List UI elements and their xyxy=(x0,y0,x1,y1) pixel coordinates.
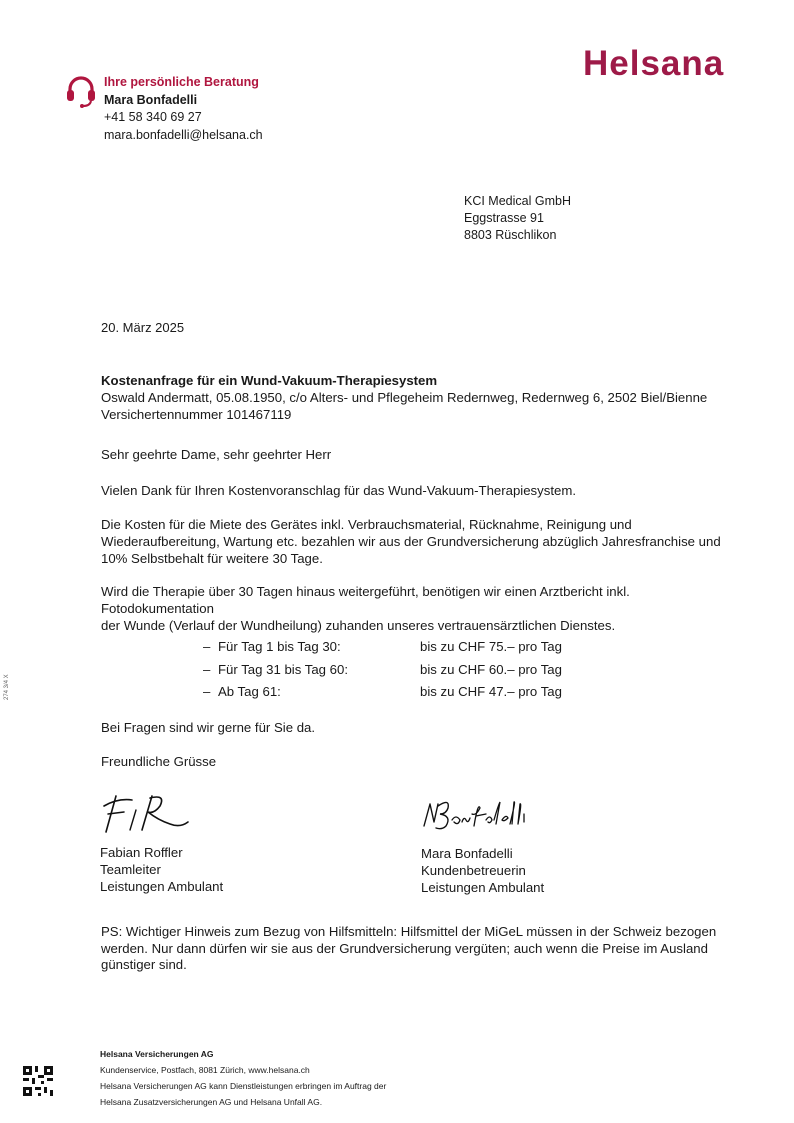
list-item xyxy=(203,639,603,662)
contact-email[interactable]: mara.bonfadelli@helsana.ch xyxy=(104,127,263,142)
paragraph-line: 10% Selbstbehalt für weitere 30 Tage. xyxy=(101,551,323,566)
recipient-line: 8803 Rüschlikon xyxy=(464,228,557,242)
ps-line: PS: Wichtiger Hinweis zum Bezug von Hilfsmitteln: Hilfsmittel der MiGeL müssen in der Schweiz bezogen xyxy=(101,924,717,939)
recipient-address xyxy=(464,193,571,244)
paragraph-line: Die Kosten für die Miete des Gerätes inkl. Verbrauchsmaterial, Rücknahme, Reinigung und xyxy=(101,517,632,532)
paragraph-line: der Wunde (Verlauf der Wundheilung) zuhanden unseres vertrauensärztlichen Dienstes. xyxy=(101,618,616,633)
contact-block xyxy=(104,74,263,144)
rate-dash: – xyxy=(203,639,211,654)
subject-title: Kostenanfrage für ein Wund-Vakuum-Therapiesystem xyxy=(101,373,438,388)
side-code: 274 3/4 X xyxy=(4,674,10,700)
letter-date: 20. März 2025 xyxy=(101,320,185,335)
signatory-name: Fabian Roffler xyxy=(100,845,183,860)
rates-list xyxy=(203,639,603,707)
paragraph-costs xyxy=(101,516,741,567)
footer-company: Helsana Versicherungen AG xyxy=(100,1049,214,1059)
subject-block xyxy=(101,372,761,423)
signatory-roffler xyxy=(100,844,223,895)
paragraph-extension xyxy=(101,583,741,634)
signatory-bonfadelli xyxy=(421,845,544,896)
signatory-role: Teamleiter xyxy=(100,862,161,877)
signatory-name: Mara Bonfadelli xyxy=(421,846,513,861)
rate-period: Für Tag 31 bis Tag 60: xyxy=(218,661,349,677)
signature-roffler xyxy=(96,788,196,838)
rate-period: Für Tag 1 bis Tag 30: xyxy=(218,639,341,654)
signatory-department: Leistungen Ambulant xyxy=(100,879,224,894)
headset-icon xyxy=(66,76,96,108)
rate-amount: bis zu CHF 47.– pro Tag xyxy=(420,684,562,699)
qr-code-icon xyxy=(23,1066,53,1096)
rate-amount: bis zu CHF 75.– pro Tag xyxy=(420,639,562,654)
paragraph-thanks: Vielen Dank für Ihren Kostenvoranschlag für das Wund-Vakuum-Therapiesystem. xyxy=(101,483,576,498)
contact-phone[interactable]: +41 58 340 69 27 xyxy=(104,110,202,124)
rate-amount: bis zu CHF 60.– pro Tag xyxy=(420,661,562,677)
salutation: Sehr geehrte Dame, sehr geehrter Herr xyxy=(101,447,332,462)
ps-line: werden. Nur dann dürfen wir sie aus der Grundversicherung vergüten; auch wenn die Preise im Ausland xyxy=(101,940,708,956)
closing: Freundliche Grüsse xyxy=(101,754,217,769)
recipient-line: KCI Medical GmbH xyxy=(464,194,571,208)
paragraph-line: Wiederaufbereitung, Wartung etc. bezahlen wir aus der Grundversicherung abzüglich Jahresfranchise und xyxy=(101,534,721,549)
paragraph-line: Wird die Therapie über 30 Tagen hinaus weitergeführt, benötigen wir einen Arztbericht inkl. Fotodokumentation xyxy=(101,584,630,616)
contact-title: Ihre persönliche Beratung xyxy=(104,75,259,89)
rate-period: Ab Tag 61: xyxy=(218,684,281,699)
footer-note: Helsana Zusatzversicherungen AG und Helsana Unfall AG. xyxy=(100,1097,323,1107)
ps-line: günstiger sind. xyxy=(101,957,187,972)
insurance-number: Versichertennummer 101467119 xyxy=(101,407,292,422)
rate-dash: – xyxy=(203,661,211,677)
postscript xyxy=(101,924,741,974)
recipient-line: Eggstrasse 91 xyxy=(464,211,544,225)
patient-details: Oswald Andermatt, 05.08.1950, c/o Alters- und Pflegeheim Redernweg, Redernweg 6, 2502 Biel/Bienne xyxy=(101,390,708,405)
rate-dash: – xyxy=(203,684,211,699)
signature-bonfadelli xyxy=(420,796,530,836)
signatory-department: Leistungen Ambulant xyxy=(421,880,545,895)
list-item xyxy=(203,684,603,707)
paragraph-questions: Bei Fragen sind wir gerne für Sie da. xyxy=(101,720,316,735)
footer-address: Kundenservice, Postfach, 8081 Zürich, www.helsana.ch xyxy=(100,1065,310,1075)
signatory-role: Kundenbetreuerin xyxy=(421,863,526,878)
list-item xyxy=(203,662,603,685)
helsana-logo: Helsana xyxy=(583,44,725,83)
footer-note: Helsana Versicherungen AG kann Dienstleistungen erbringen im Auftrag der xyxy=(100,1081,387,1091)
contact-name: Mara Bonfadelli xyxy=(104,92,198,107)
footer xyxy=(100,1046,386,1110)
